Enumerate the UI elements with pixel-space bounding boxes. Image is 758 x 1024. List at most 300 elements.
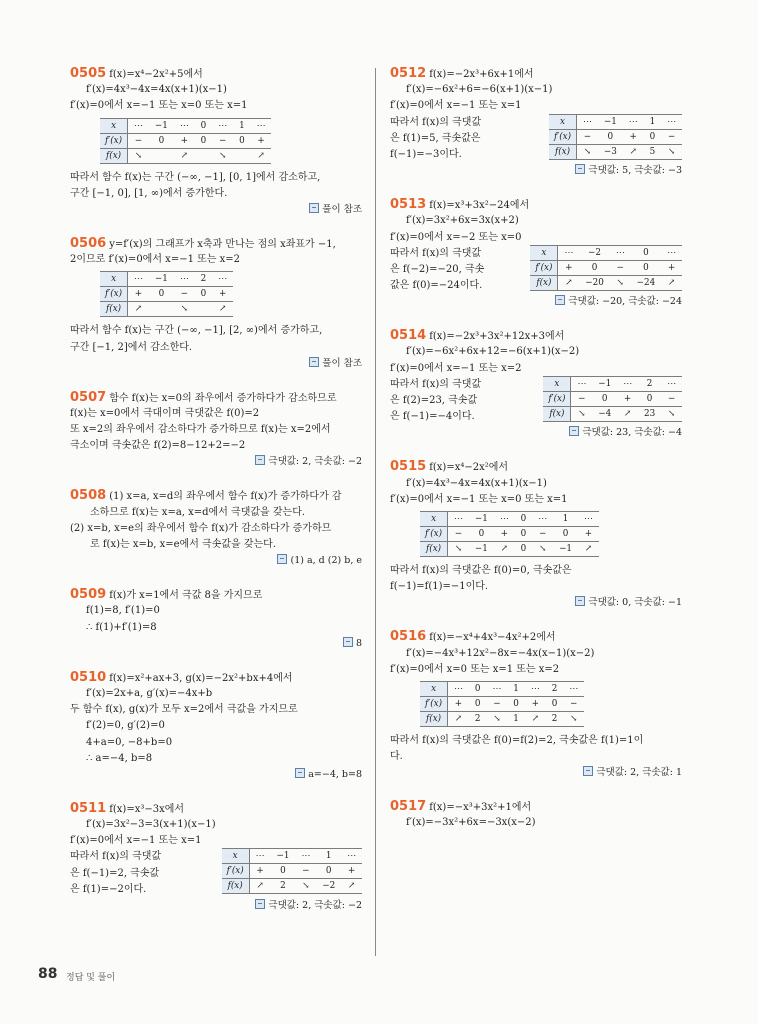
sign-table-cell: ⋯ (661, 245, 682, 260)
solution-text: f(1)=8, f′(1)=0 (86, 605, 160, 617)
solution-line: 따라서 f(x)의 극댓값은 f(0)=0, 극솟값은 (390, 564, 572, 576)
solution-line (70, 603, 362, 619)
sign-table-row (530, 245, 682, 260)
problem-number: 0516 (390, 629, 427, 645)
sign-table-cell: ↗ (174, 148, 195, 163)
answer-icon (555, 295, 565, 305)
sign-table-row (543, 406, 682, 421)
solution-line (390, 98, 682, 114)
solution-line (70, 438, 362, 454)
solution-text: f(x)=x⁴−2x²+5에서 (109, 69, 203, 80)
sign-table-row (549, 129, 682, 144)
sign-table-cell (149, 302, 174, 317)
sign-table-cell: ⋯ (174, 118, 195, 133)
sign-table-cell: ↘ (661, 406, 682, 421)
sign-table-cell: 0 (598, 129, 623, 144)
solution-line (70, 82, 362, 98)
side-table-block (390, 115, 682, 164)
side-text (390, 246, 508, 295)
sign-table-row (549, 144, 682, 159)
answer-text: 8 (355, 637, 362, 649)
sign-table-cell: 0 (469, 696, 487, 711)
sign-table-cell: 1 (316, 849, 341, 864)
problem-0517 (390, 799, 682, 831)
sign-table-cell: ⋯ (623, 114, 644, 129)
column-divider (375, 68, 376, 956)
sign-table-cell: 0 (638, 391, 661, 406)
sign-table-cell: + (578, 526, 599, 541)
solution-line (70, 422, 362, 438)
sign-table-cell: ↘ (487, 711, 508, 726)
solution-line (390, 629, 682, 645)
sign-table-cell: 5 (644, 144, 662, 159)
sign-table-cell: −24 (631, 275, 662, 290)
sign-table-header-cell: x (100, 118, 128, 133)
solution-text: f′(x)=0에서 x=−1 또는 x=0 또는 x=1 (390, 493, 568, 505)
problem-0511 (70, 801, 362, 914)
answer-text: a=−4, b=8 (308, 768, 362, 780)
sign-table-cell: + (174, 133, 195, 148)
problem-0508 (70, 488, 362, 569)
sign-table-cell: 0 (592, 391, 617, 406)
sign-table-cell: 0 (149, 133, 174, 148)
sign-table-cell: ↗ (341, 879, 362, 894)
answer-line (70, 356, 362, 372)
sign-table-cell (149, 148, 174, 163)
sign-table-cell: − (532, 526, 553, 541)
left-column (70, 66, 362, 914)
sign-table-cell: ⋯ (617, 376, 638, 391)
sign-table-cell: ⋯ (341, 849, 362, 864)
answer-line (390, 425, 682, 441)
sign-table-cell: 23 (638, 406, 661, 421)
sign-table-cell: ↘ (174, 302, 195, 317)
problem-0512 (390, 66, 682, 179)
solution-text: f′(x)=4x³−4x=4x(x+1)(x−1) (406, 477, 547, 489)
sign-table-cell: 2 (546, 681, 564, 696)
solution-text: f′(x)=0에서 x=−1 또는 x=0 또는 x=1 (70, 100, 248, 112)
sign-table-cell: 0 (631, 260, 662, 275)
sign-table-cell (233, 148, 251, 163)
answer-text: 극댓값: 2, 극솟값: −2 (268, 456, 362, 468)
solution-line: 은 f(2)=23, 극솟값 (390, 395, 478, 406)
answer-icon (255, 899, 265, 909)
sign-table-cell: ⋯ (251, 118, 272, 133)
sign-table-row (100, 118, 271, 133)
sign-table-cell: + (558, 260, 579, 275)
sign-table-cell: 0 (515, 511, 533, 526)
sign-table-header-cell: f′(x) (549, 129, 577, 144)
sign-table-cell: ⋯ (174, 272, 195, 287)
solution-line: 다. (390, 751, 403, 763)
sign-table-cell: ⋯ (578, 511, 599, 526)
sign-table-row (420, 711, 584, 726)
sign-table-header-cell: x (543, 376, 571, 391)
side-text (390, 377, 508, 426)
sign-table (530, 245, 682, 291)
sign-table-header-cell: f(x) (100, 302, 128, 317)
solution-text: f′(x)=−6x²+6=−6(x+1)(x−1) (406, 84, 553, 96)
solution-line (70, 620, 362, 636)
solution-line (70, 390, 362, 406)
sign-table (543, 376, 682, 422)
solution-line (70, 670, 362, 686)
problem-number: 0515 (390, 459, 427, 475)
solution-text: 소하므로 f(x)는 x=a, x=d에서 극댓값을 갖는다. (90, 506, 306, 518)
solution-line (390, 459, 682, 475)
problem-number: 0511 (70, 800, 107, 816)
solution-text: f′(x)=3x²−3=3(x+1)(x−1) (86, 819, 216, 831)
solution-text: f′(x)=3x²+6x=3x(x+2) (406, 215, 519, 227)
sign-table-cell: −1 (553, 541, 578, 556)
solution-text: f′(2)=0, g′(2)=0 (86, 720, 165, 732)
sign-table-cell: ↗ (617, 406, 638, 421)
side-text (390, 115, 508, 164)
sign-table-cell: ↘ (571, 406, 592, 421)
sign-table-cell: 1 (507, 681, 525, 696)
answer-icon (343, 637, 353, 647)
sign-table-row (420, 511, 599, 526)
answer-text: 극댓값: 23, 극솟값: −4 (582, 427, 682, 439)
solution-line: 값은 f(0)=−24이다. (390, 280, 483, 292)
solution-line (70, 66, 362, 82)
solution-line (390, 344, 682, 360)
solution-line (70, 718, 362, 734)
solution-text: ∴ a=−4, b=8 (86, 752, 153, 764)
sign-table-cell: 0 (149, 287, 174, 302)
answer-icon (309, 203, 319, 213)
sign-table-header-cell: f(x) (222, 879, 250, 894)
solution-line (390, 328, 682, 344)
solution-line (390, 82, 682, 98)
sign-table-cell: ↘ (577, 144, 598, 159)
problem-0510 (70, 670, 362, 783)
solution-text: 함수 f(x)는 x=0의 좌우에서 증가하다가 감소하므로 (109, 392, 337, 404)
sign-table-cell: 0 (270, 864, 295, 879)
sign-table-cell: −2 (316, 879, 341, 894)
sign-table-cell: ↗ (448, 711, 469, 726)
sign-table-cell: 0 (469, 526, 494, 541)
sign-table-row (420, 526, 599, 541)
solution-text: 두 함수 f(x), g(x)가 모두 x=2에서 극값을 가지므로 (70, 704, 298, 716)
sign-table-row (100, 272, 233, 287)
sign-table-header-cell: f′(x) (100, 133, 128, 148)
sign-table-cell: 1 (644, 114, 662, 129)
answer-icon (255, 455, 265, 465)
sign-table-cell: + (128, 287, 149, 302)
answer-line (70, 767, 362, 783)
sign-table-row (420, 541, 599, 556)
sign-table-cell: 0 (316, 864, 341, 879)
sign-table-row (420, 696, 584, 711)
solution-text: f(x)=x³+3x²−24에서 (429, 200, 530, 212)
solution-line (70, 505, 362, 521)
solution-line (390, 646, 682, 662)
sign-table-cell: −20 (579, 275, 610, 290)
sign-table-cell: 1 (553, 511, 578, 526)
sign-table-cell: + (494, 526, 515, 541)
sign-table-cell: ↗ (578, 541, 599, 556)
sign-table-cell: ↗ (494, 541, 515, 556)
solution-line (70, 488, 362, 504)
sign-table-row (420, 681, 584, 696)
sign-table-cell: −2 (579, 245, 610, 260)
sign-table-cell: 2 (469, 711, 487, 726)
answer-line (390, 163, 682, 179)
solution-text: f(x)=−2x³+6x+1에서 (429, 69, 534, 80)
sign-table-cell: + (525, 696, 546, 711)
sign-table-header-cell: x (530, 245, 558, 260)
solution-text: ∴ f(1)+f′(1)=8 (86, 621, 157, 633)
sign-table-cell: ⋯ (563, 681, 584, 696)
sign-table-cell: ⋯ (532, 511, 553, 526)
answer-text: 풀이 참조 (322, 357, 362, 369)
sign-table-row (530, 275, 682, 290)
problem-number: 0513 (390, 197, 427, 213)
solution-line: f(−1)=−3이다. (390, 148, 462, 160)
solution-line (70, 236, 362, 252)
sign-table-cell: ↘ (563, 711, 584, 726)
solution-line (70, 751, 362, 767)
sign-table-cell: ↗ (525, 711, 546, 726)
sign-table-cell: + (448, 696, 469, 711)
sign-table-header-cell: f(x) (100, 148, 128, 163)
sign-table-row (530, 260, 682, 275)
solution-line: 은 f(−1)=−4이다. (390, 411, 475, 423)
answer-line (70, 454, 362, 470)
sign-table-header-cell: x (549, 114, 577, 129)
problem-0514 (390, 328, 682, 441)
sign-table-cell: ⋯ (212, 272, 233, 287)
sign-table-cell: 0 (233, 133, 251, 148)
sign-table-cell: 0 (507, 696, 525, 711)
solution-text: f′(x)=0에서 x=−1 또는 x=1 (70, 835, 202, 847)
problem-number: 0506 (70, 235, 107, 251)
problem-number: 0510 (70, 669, 107, 685)
solution-text: (2) x=b, x=e의 좌우에서 함수 f(x)가 감소하다가 증가하므 (70, 522, 332, 534)
sign-table-cell: 0 (579, 260, 610, 275)
sign-table-header-cell: f′(x) (530, 260, 558, 275)
sign-table-cell: 0 (644, 129, 662, 144)
sign-table-row (222, 849, 362, 864)
sign-table-cell: ⋯ (610, 245, 631, 260)
sign-table-cell: 0 (469, 681, 487, 696)
sign-table-cell: 1 (233, 118, 251, 133)
sign-table-cell: ⋯ (128, 118, 149, 133)
sign-table-cell: 0 (631, 245, 662, 260)
sign-table-cell: ↘ (661, 144, 682, 159)
sign-table (100, 118, 271, 164)
answer-icon (569, 426, 579, 436)
sign-table-row (100, 133, 271, 148)
sign-table-cell: ↘ (295, 879, 316, 894)
sign-table-header-cell: f′(x) (543, 391, 571, 406)
solution-line: 따라서 함수 f(x)는 구간 (−∞, −1], [0, 1]에서 감소하고, (70, 171, 321, 183)
sign-table-row (100, 302, 233, 317)
sign-table-cell: ↗ (661, 275, 682, 290)
solution-text: f(x)=−x³+3x²+1에서 (429, 802, 532, 814)
sign-table-cell: ↘ (128, 148, 149, 163)
solution-text: f(x)는 x=0에서 극대이며 극댓값은 f(0)=2 (70, 407, 260, 419)
solution-line: 따라서 함수 f(x)는 구간 (−∞, −1], [2, ∞)에서 증가하고, (70, 325, 323, 337)
sign-table-cell: ↗ (558, 275, 579, 290)
sign-table-cell: ↗ (623, 144, 644, 159)
sign-table-cell: ⋯ (494, 511, 515, 526)
solution-line (70, 801, 362, 817)
sign-table-row (543, 391, 682, 406)
sign-table-cell: + (617, 391, 638, 406)
solution-line (390, 662, 682, 678)
sign-table-cell: ⋯ (661, 376, 682, 391)
solution-line: 구간 [−1, 2]에서 감소한다. (70, 341, 193, 353)
sign-table-cell: ⋯ (128, 272, 149, 287)
sign-table-cell: ↗ (249, 879, 270, 894)
sign-table-cell: 2 (638, 376, 661, 391)
sign-table-cell: − (128, 133, 149, 148)
answer-text: 풀이 참조 (322, 203, 362, 215)
sign-table-cell: −3 (598, 144, 623, 159)
sign-table-cell: 1 (507, 711, 525, 726)
solution-line (70, 817, 362, 833)
sign-table-row (100, 148, 271, 163)
sign-table-cell (195, 302, 213, 317)
answer-icon (309, 357, 319, 367)
sign-table-cell: + (661, 260, 682, 275)
sign-table-header-cell: x (420, 511, 448, 526)
sign-table-cell (195, 148, 213, 163)
answer-text: 극댓값: 2, 극솟값: −2 (268, 900, 362, 911)
solution-line (70, 252, 362, 268)
sign-table-cell: ⋯ (558, 245, 579, 260)
sign-table-cell: ↘ (532, 541, 553, 556)
problem-number: 0512 (390, 66, 427, 81)
solution-text: f′(x)=−3x²+6x=−3x(x−2) (406, 817, 536, 829)
solution-text: f(x)=−2x³+3x²+12x+3에서 (429, 331, 565, 343)
answer-icon (277, 554, 287, 564)
answer-text: 극댓값: 2, 극솟값: 1 (596, 767, 682, 779)
problem-number: 0507 (70, 389, 107, 405)
sign-table-cell: −1 (270, 849, 295, 864)
sign-table-cell: 0 (546, 696, 564, 711)
solution-text: f′(x)=0에서 x=−1 또는 x=2 (390, 362, 522, 374)
sign-table-row (222, 864, 362, 879)
solution-text: f′(x)=0에서 x=−2 또는 x=0 (390, 231, 522, 243)
solution-line (70, 406, 362, 422)
sign-table-cell: − (577, 129, 598, 144)
solution-line: 은 f(1)=−2이다. (70, 883, 147, 895)
sign-table-cell: − (295, 864, 316, 879)
side-table-block (390, 246, 682, 295)
sign-table-header-cell: x (100, 272, 128, 287)
solution-line: 따라서 f(x)의 극댓값 (390, 378, 482, 390)
sign-table-cell: ⋯ (249, 849, 270, 864)
problem-0513 (390, 197, 682, 310)
sign-table-cell: ↘ (448, 541, 469, 556)
sign-table-cell: 0 (195, 118, 213, 133)
sign-table-cell: ⋯ (661, 114, 682, 129)
sign-table-row (100, 287, 233, 302)
answer-text: 극댓값: 0, 극솟값: −1 (588, 597, 682, 609)
solution-text: 4+a=0, −8+b=0 (86, 736, 173, 748)
sign-table-cell: ⋯ (448, 681, 469, 696)
sign-table-cell: ↘ (212, 148, 233, 163)
answer-text: 극댓값: −20, 극솟값: −24 (568, 296, 682, 308)
problem-number: 0517 (390, 799, 427, 815)
sign-table (420, 681, 584, 727)
sign-table-cell: 0 (195, 287, 213, 302)
answer-icon (295, 768, 305, 778)
sign-table-cell: − (174, 287, 195, 302)
sign-table-cell: 2 (546, 711, 564, 726)
sign-table-row (222, 879, 362, 894)
answer-text: 극댓값: 5, 극솟값: −3 (588, 165, 682, 177)
sign-table-cell: ⋯ (212, 118, 233, 133)
sign-table-cell: ↗ (251, 148, 272, 163)
answer-icon (583, 766, 593, 776)
sign-table-cell: ↗ (212, 302, 233, 317)
sign-table-header-cell: f(x) (420, 711, 448, 726)
sign-table-cell: −1 (469, 541, 494, 556)
sign-table-header-cell: f′(x) (420, 696, 448, 711)
solution-text: 2이므로 f′(x)=0에서 x=−1 또는 x=2 (70, 254, 240, 266)
solution-text: f(x)=−x⁴+4x³−4x²+2에서 (429, 632, 556, 644)
sign-table-cell: − (448, 526, 469, 541)
problem-number: 0514 (390, 328, 427, 344)
solution-text: f′(x)=0에서 x=−1 또는 x=1 (390, 100, 522, 112)
right-column (390, 66, 682, 832)
side-table-block (70, 849, 362, 898)
page-number: 88 (38, 966, 58, 982)
sign-table-cell: ⋯ (571, 376, 592, 391)
solution-line (70, 537, 362, 553)
sign-table-cell: −1 (149, 118, 174, 133)
sign-table-cell: + (251, 133, 272, 148)
sign-table-header-cell: f(x) (543, 406, 571, 421)
sign-table-cell: − (661, 129, 682, 144)
solution-text: 극소이며 극솟값은 f(2)=8−12+2=−2 (70, 440, 246, 452)
sign-table-cell: + (249, 864, 270, 879)
sign-table-cell: ↘ (610, 275, 631, 290)
problem-0509 (70, 587, 362, 652)
solution-line: 은 f(−1)=2, 극솟값 (70, 867, 160, 879)
sign-table-cell: + (623, 129, 644, 144)
solution-text: 또 x=2의 좌우에서 감소하다가 증가하므로 f(x)는 x=2에서 (70, 424, 331, 436)
solution-line: f(−1)=f(1)=−1이다. (390, 581, 489, 593)
solution-line (390, 197, 682, 213)
problem-number: 0509 (70, 587, 107, 603)
solution-line (70, 833, 362, 849)
solution-line (390, 799, 682, 815)
problem-number: 0508 (70, 488, 107, 504)
answer-line (70, 636, 362, 652)
sign-table-cell: 2 (270, 879, 295, 894)
solution-line (390, 815, 682, 831)
solution-text: f′(x)=0에서 x=0 또는 x=1 또는 x=2 (390, 663, 560, 675)
solution-line (70, 702, 362, 718)
side-table-block (390, 377, 682, 426)
solution-line (70, 98, 362, 114)
footer-label: 정답 및 풀이 (66, 973, 116, 983)
sign-table-cell: 2 (195, 272, 213, 287)
answer-line (390, 294, 682, 310)
solution-line (70, 587, 362, 603)
solution-line: 따라서 f(x)의 극댓값 (390, 247, 482, 259)
solution-line (390, 66, 682, 82)
solution-line: 은 f(1)=5, 극솟값은 (390, 132, 481, 144)
answer-line (390, 595, 682, 611)
sign-table-cell: −1 (592, 376, 617, 391)
sign-table (222, 848, 362, 894)
